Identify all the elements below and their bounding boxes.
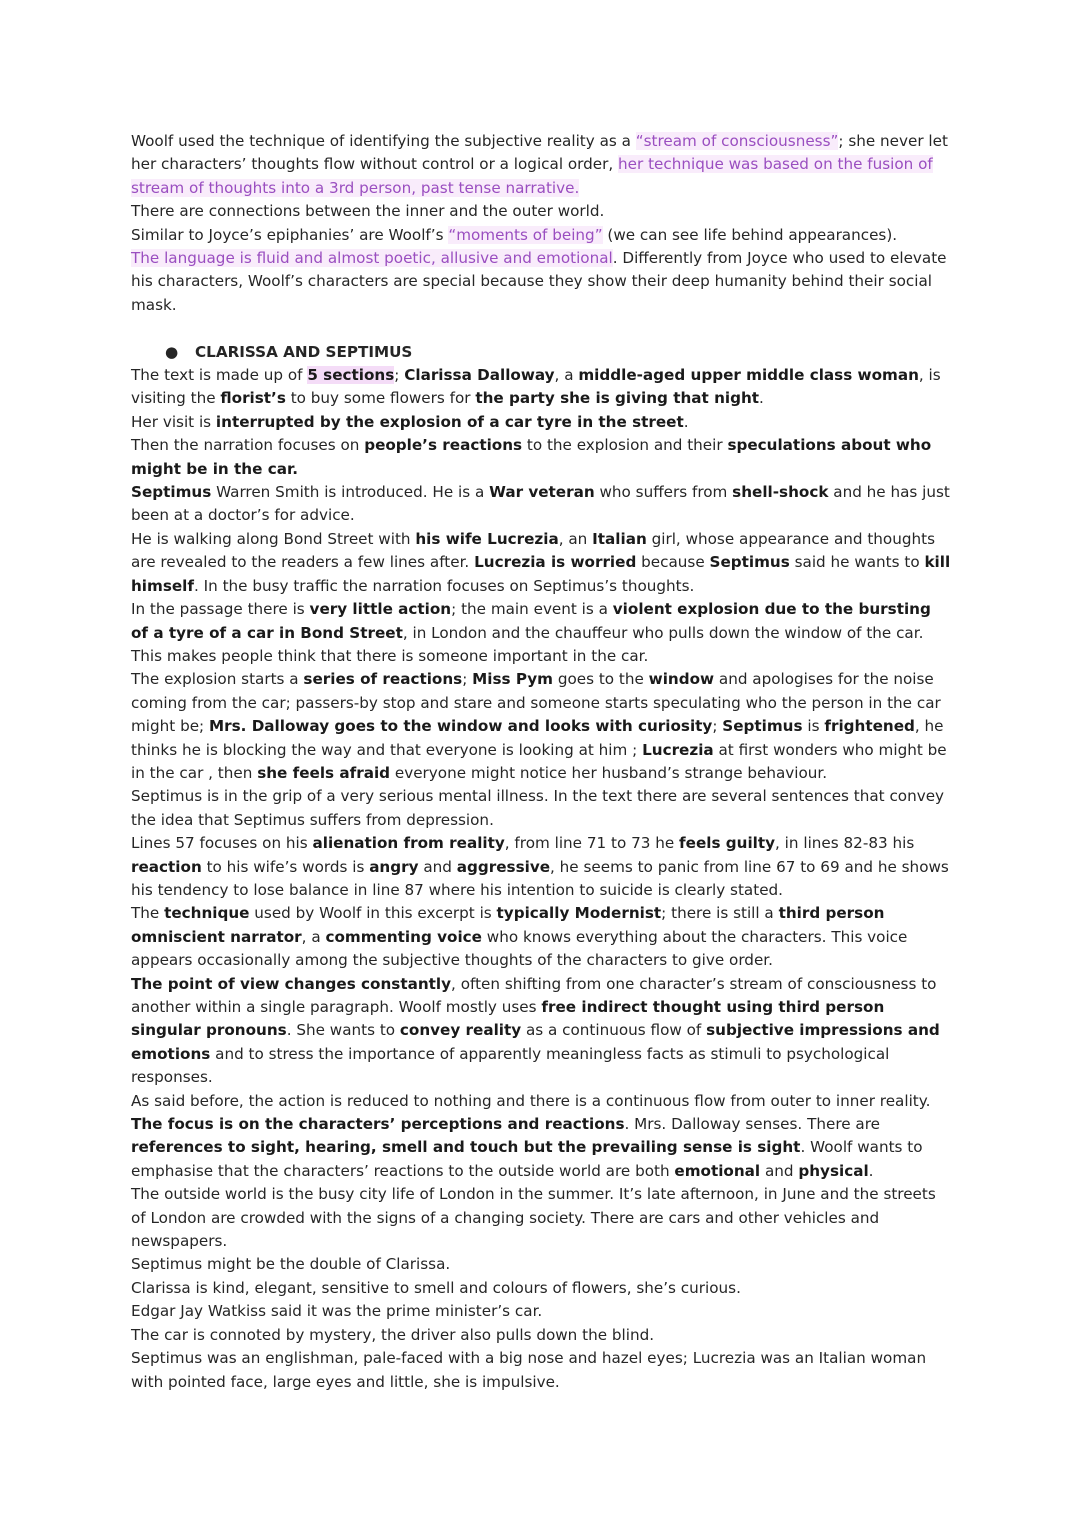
- text-run: , from line 71 to 73 he: [504, 834, 680, 853]
- body-paragraph: [131, 1324, 951, 1347]
- text-run: and: [418, 857, 457, 876]
- text-run: Similar to Joyce’s epiphanies’ are Woolf’s: [131, 225, 449, 244]
- body-paragraph: [131, 1277, 951, 1300]
- text-run: girl, whose appearance and thoughts are revealed to the readers a few lines after.: [131, 529, 935, 572]
- bold-text: frightened: [824, 717, 915, 736]
- bold-text: series of reactions: [303, 670, 463, 689]
- text-run: . She wants to: [286, 1021, 400, 1040]
- body-paragraph: [131, 1347, 951, 1394]
- body-paragraph: [131, 528, 951, 598]
- text-run: , he seems to panic from line 67 to 69 and he shows his tendency to lose balance in line 87 where his intention to suicide is clearly stated.: [131, 857, 949, 899]
- body-paragraph: [131, 434, 951, 481]
- body-paragraph: [131, 1183, 951, 1253]
- highlighted-text: The language is fluid and almost poetic, allusive and emotional: [131, 249, 613, 268]
- text-run: ;: [462, 670, 473, 689]
- intro-paragraph: [131, 247, 951, 317]
- text-run: and he has just been at a doctor’s for advice.: [131, 483, 950, 525]
- body-paragraph: [131, 1253, 951, 1276]
- body-paragraph: [131, 973, 951, 1090]
- highlighted-text: 5 sections: [307, 366, 395, 385]
- bold-text: The focus is on the characters’ perceptions and reactions: [131, 1115, 625, 1134]
- bold-text: subjective impressions and emotions: [131, 1021, 940, 1063]
- bold-text: reaction: [131, 857, 202, 876]
- text-run: . Mrs. Dalloway senses. There are: [624, 1115, 880, 1134]
- bold-text: Septimus: [709, 553, 790, 572]
- bold-text: The point of view changes constantly: [131, 974, 452, 993]
- bold-text: violent explosion due to the bursting of a tyre of a car in Bond Street: [131, 600, 931, 642]
- text-run: As said before, the action is reduced to nothing and there is a continuous flow from outer to inner reality.: [131, 1091, 931, 1110]
- text-run: There are connections between the inner and the outer world.: [131, 202, 605, 221]
- bold-text: Clarissa Dalloway: [404, 366, 555, 385]
- bold-text: Lucrezia: [642, 740, 714, 759]
- bold-text: angry: [369, 857, 419, 876]
- text-run: ; there is still a: [661, 904, 779, 923]
- text-run: and apologises for the noise coming from the car; passers-by stop and stare and someone starts speculating who the person in the car might be;: [131, 670, 941, 736]
- section-heading: [131, 341, 951, 364]
- body-paragraph: [131, 902, 951, 972]
- text-run: to his wife’s words is: [201, 857, 370, 876]
- body-paragraph: [131, 364, 951, 411]
- text-run: Septimus was an englishman, pale-faced with a big nose and hazel eyes; Lucrezia was an Italian woman with pointed face, large eyes and little, she is impulsive.: [131, 1349, 927, 1391]
- text-run: and: [760, 1161, 799, 1180]
- bold-text: window: [648, 670, 715, 689]
- text-run: . Differently from Joyce who used to elevate his characters, Woolf’s characters are special because they show their deep humanity behind their social mask.: [131, 249, 947, 314]
- bold-text: kill himself: [131, 553, 951, 595]
- body-paragraph: [131, 668, 951, 785]
- bold-text: emotional: [674, 1161, 761, 1180]
- text-run: .: [868, 1161, 874, 1180]
- intro-paragraph: [131, 130, 951, 200]
- bold-text: technique: [164, 904, 250, 923]
- bold-text: speculations about who might be in the car.: [131, 436, 932, 478]
- bold-text: she feels afraid: [257, 763, 391, 782]
- bold-text: Mrs. Dalloway goes to the window and looks with curiosity: [209, 717, 713, 736]
- bold-text: third person omniscient narrator: [131, 904, 885, 946]
- text-run: .: [759, 389, 764, 408]
- text-run: In the passage there is: [131, 600, 310, 619]
- document-body: [131, 130, 951, 1394]
- text-run: Woolf used the technique of identifying the subjective reality as a: [131, 132, 636, 150]
- body-paragraph: [131, 832, 951, 902]
- text-run: The car is connoted by mystery, the driver also pulls down the blind.: [131, 1325, 655, 1344]
- body-paragraph: [131, 1090, 951, 1113]
- bold-text: Italian: [592, 529, 647, 548]
- text-run: who knows everything about the characters. This voice appears occasionally among the subjective thoughts of the characters to give order.: [131, 927, 908, 970]
- bold-text: references to sight, hearing, smell and touch but the prevailing sense is sight: [131, 1138, 801, 1157]
- intro-paragraph: [131, 200, 951, 223]
- analysis-section: [131, 364, 951, 1394]
- bold-text: aggressive: [456, 857, 551, 876]
- text-run: Her visit is: [131, 412, 216, 431]
- bold-text: people’s reactions: [364, 436, 523, 455]
- text-run: who suffers from: [594, 483, 733, 502]
- bold-text: Miss Pym: [472, 670, 553, 689]
- text-run: as a continuous flow of: [521, 1021, 707, 1040]
- text-run: , an: [558, 529, 593, 548]
- highlighted-text: “stream of consciousness”: [635, 132, 839, 150]
- text-run: (we can see life behind appearances).: [602, 225, 898, 244]
- bold-text: very little action: [309, 600, 452, 619]
- paragraph-spacer: [131, 317, 951, 340]
- text-run: , often shifting from one character’s stream of consciousness to another within a single paragraph. Woolf mostly uses: [131, 974, 937, 1017]
- bold-text: physical: [798, 1161, 869, 1180]
- text-run: , a: [554, 366, 579, 385]
- text-run: He is walking along Bond Street with: [131, 529, 416, 548]
- text-run: ;: [394, 366, 405, 385]
- body-paragraph: [131, 411, 951, 434]
- bold-text: interrupted by the explosion of a car tyre in the street: [215, 412, 684, 431]
- text-run: .: [683, 412, 689, 431]
- bold-text: Lucrezia is worried: [474, 553, 637, 572]
- bold-text: Septimus: [722, 717, 803, 736]
- text-run: ; the main event is a: [451, 600, 613, 619]
- highlighted-text: her technique was based on the fusion of stream of thoughts into a 3rd person, past tense narrative.: [131, 155, 933, 197]
- text-run: , is visiting the: [131, 366, 941, 408]
- bold-text: florist’s: [220, 389, 286, 408]
- bold-text: War veteran: [489, 483, 595, 502]
- text-run: , he thinks he is blocking the way and that everyone is looking at him ;: [131, 717, 944, 759]
- text-run: because: [636, 553, 710, 572]
- text-run: . Woolf wants to emphasise that the characters’ reactions to the outside world are both: [131, 1138, 923, 1180]
- text-run: Clarissa is kind, elegant, sensitive to smell and colours of flowers, she’s curious.: [131, 1278, 741, 1297]
- bold-text: commenting voice: [325, 927, 482, 946]
- body-paragraph: [131, 785, 951, 832]
- text-run: said he wants to: [789, 553, 925, 572]
- bold-text: his wife Lucrezia: [415, 529, 559, 548]
- text-run: Edgar Jay Watkiss said it was the prime minister’s car.: [131, 1302, 543, 1321]
- body-paragraph: [131, 1113, 951, 1183]
- text-run: The: [131, 904, 165, 923]
- text-run: to buy some flowers for: [285, 389, 476, 408]
- intro-paragraph: [131, 224, 951, 247]
- text-run: used by Woolf in this excerpt is: [249, 904, 497, 923]
- bold-text: feels guilty: [679, 834, 776, 853]
- text-run: , in lines 82-83 his: [775, 834, 915, 853]
- bold-text: Septimus: [131, 483, 212, 502]
- bold-text: alienation from reality: [312, 834, 505, 853]
- bold-text: middle-aged upper middle class woman: [578, 366, 919, 385]
- text-run: Lines 57 focuses on his: [131, 834, 313, 853]
- text-run: Warren Smith is introduced. He is a: [211, 483, 490, 502]
- text-run: The text is made up of: [131, 366, 308, 385]
- intro-section: [131, 130, 951, 317]
- text-run: goes to the: [553, 670, 649, 689]
- text-run: at first wonders who might be in the car , then: [131, 740, 947, 782]
- body-paragraph: [131, 1300, 951, 1323]
- text-run: ; she never let her characters’ thoughts flow without control or a logical order,: [131, 132, 948, 174]
- bold-text: free indirect thought using third person singular pronouns: [131, 998, 885, 1040]
- text-run: Then the narration focuses on: [131, 436, 365, 455]
- text-run: ;: [712, 717, 723, 736]
- text-run: . In the busy traffic the narration focuses on Septimus’s thoughts.: [194, 576, 695, 595]
- bold-text: convey reality: [399, 1021, 522, 1040]
- text-run: , a: [301, 927, 326, 946]
- section-heading-text: CLARISSA AND SEPTIMUS: [195, 342, 413, 361]
- text-run: Septimus might be the double of Clarissa.: [131, 1255, 451, 1274]
- text-run: The outside world is the busy city life of London in the summer. It’s late afternoon, in June and the streets of London are crowded with the signs of a changing society. There are cars and other vehicles and newspapers.: [131, 1185, 936, 1251]
- bold-text: typically Modernist: [496, 904, 662, 923]
- bold-text: the party she is giving that night: [475, 389, 760, 408]
- highlighted-text: “moments of being”: [448, 225, 603, 244]
- body-paragraph: [131, 598, 951, 668]
- text-run: to the explosion and their: [522, 436, 728, 455]
- text-run: everyone might notice her husband’s strange behaviour.: [390, 763, 828, 782]
- text-run: , in London and the chauffeur who pulls down the window of the car. This makes people think that there is someone important in the car.: [131, 623, 924, 665]
- bold-text: shell-shock: [732, 483, 829, 502]
- body-paragraph: [131, 481, 951, 528]
- text-run: The explosion starts a: [131, 670, 304, 689]
- text-run: is: [802, 717, 825, 736]
- bullet-icon: ●: [165, 342, 179, 361]
- text-run: and to stress the importance of apparently meaningless facts as stimuli to psychological responses.: [131, 1044, 890, 1087]
- text-run: Septimus is in the grip of a very serious mental illness. In the text there are several sentences that convey the idea that Septimus suffers from depression.: [131, 787, 945, 829]
